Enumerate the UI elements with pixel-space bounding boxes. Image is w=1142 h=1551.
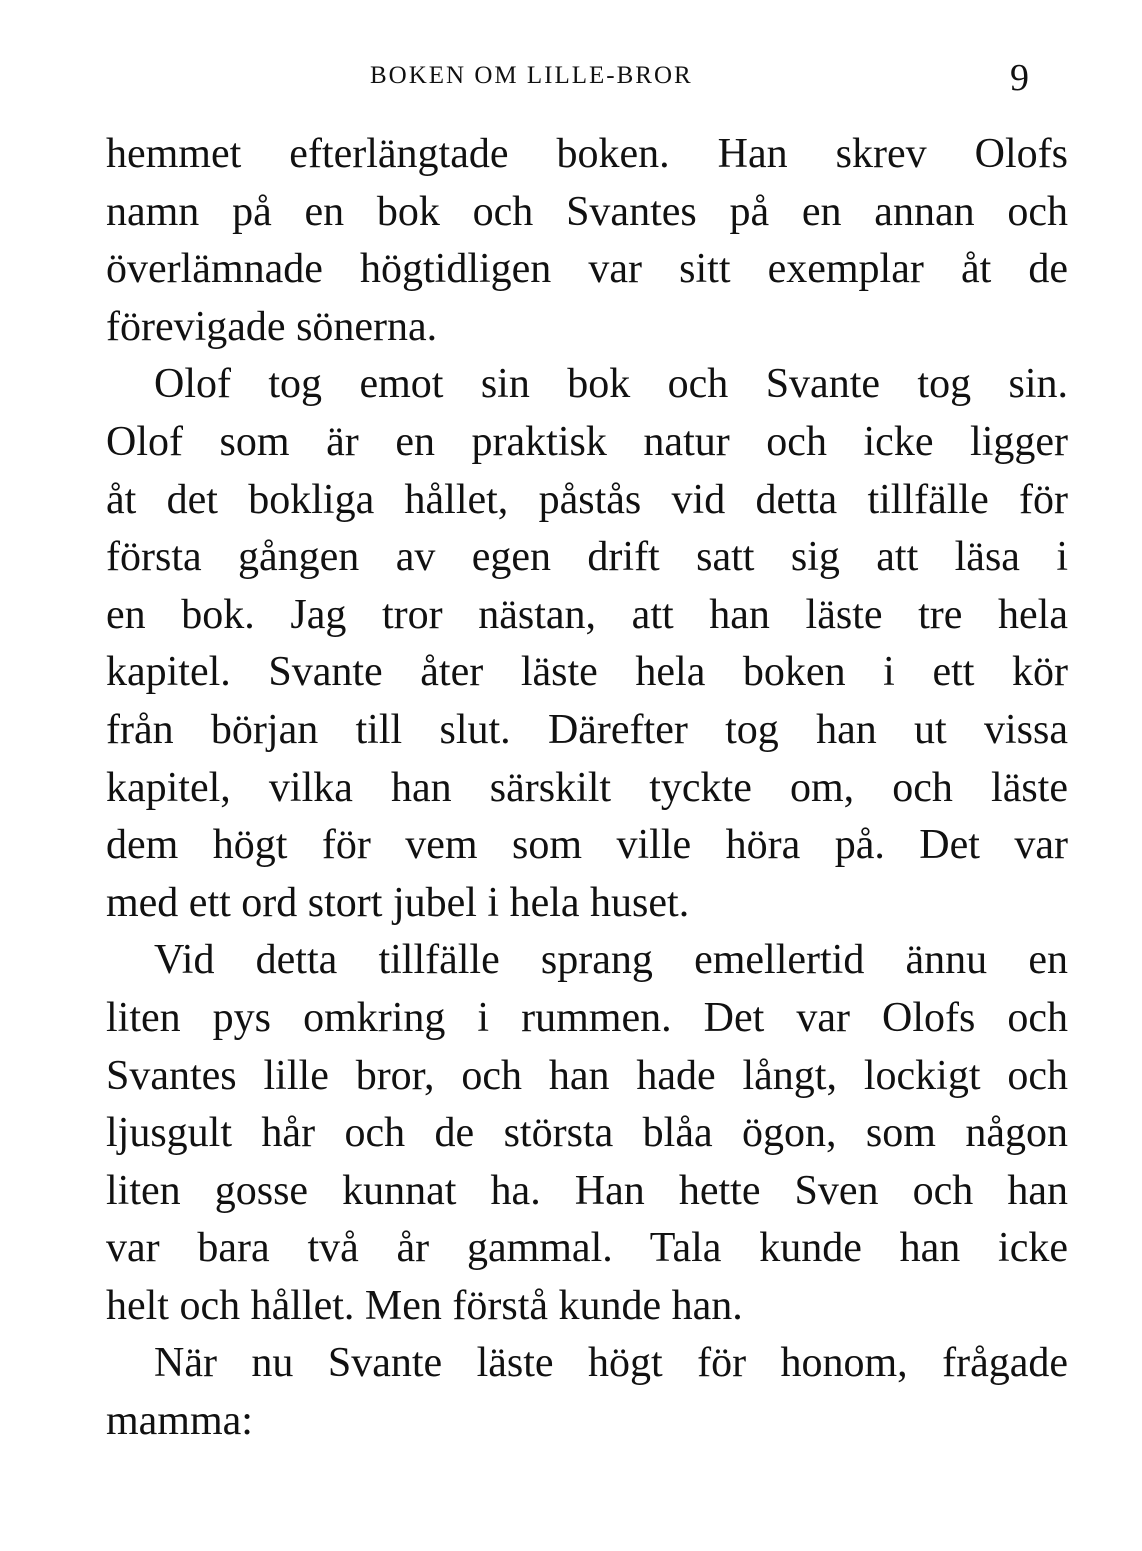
running-title: BOKEN OM LILLE-BROR xyxy=(370,62,693,89)
text-line: första gången av egen drift satt sig att läsa i xyxy=(106,534,1068,581)
text-line: från början till slut. Därefter tog han ut vissa xyxy=(106,706,1068,753)
text-line: Svantes lille bror, och han hade långt, lockigt och xyxy=(106,1052,1068,1099)
text-line: kapitel, vilka han särskilt tyckte om, och läste xyxy=(106,764,1068,811)
paragraph-start-line: Vid detta tillfälle sprang emellertid ännu en xyxy=(154,937,1068,984)
text-line: åt det bokliga hållet, påstås vid detta tillfälle för xyxy=(106,476,1068,523)
text-line: med ett ord stort jubel i hela huset. xyxy=(106,879,690,926)
text-line: liten pys omkring i rummen. Det var Olofs och xyxy=(106,994,1068,1041)
text-line: mamma: xyxy=(106,1398,253,1445)
text-line: hemmet efterlängtade boken. Han skrev Olofs xyxy=(106,131,1068,177)
text-line: kapitel. Svante åter läste hela boken i ett kör xyxy=(106,649,1068,696)
page-number: 9 xyxy=(1010,57,1029,99)
text-line: namn på en bok och Svantes på en annan och xyxy=(106,188,1068,235)
paragraph-start-line: Olof tog emot sin bok och Svante tog sin. xyxy=(154,361,1068,408)
text-line: Olof som är en praktisk natur och icke ligger xyxy=(106,418,1068,465)
text-line: helt och hållet. Men förstå kunde han. xyxy=(106,1282,743,1329)
text-line: förevigade sönerna. xyxy=(106,303,438,350)
text-line: dem högt för vem som ville höra på. Det var xyxy=(106,822,1068,869)
text-line: ljusgult hår och de största blåa ögon, som någon xyxy=(106,1110,1068,1157)
paragraph-start-line: När nu Svante läste högt för honom, frågade xyxy=(154,1340,1068,1387)
text-line: en bok. Jag tror nästan, att han läste tre hela xyxy=(106,591,1068,638)
text-line: överlämnade högtidligen var sitt exemplar åt de xyxy=(106,246,1068,293)
running-head xyxy=(0,58,1142,98)
text-line: liten gosse kunnat ha. Han hette Sven och han xyxy=(106,1167,1068,1214)
text-line: var bara två år gammal. Tala kunde han icke xyxy=(106,1225,1068,1272)
body-text xyxy=(106,126,1068,1451)
